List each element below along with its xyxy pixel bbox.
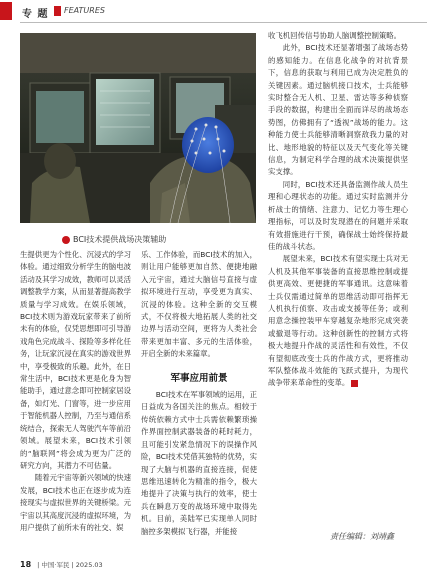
paragraph: 同时，BCI技术还具备监测作战人员生理和心理状态的功能。通过实时监测并分析战士的情绪、注意力、记忆力等生理心理指标，可以及时发现潜在的问题并采取有效措施进行干预，确保战士始终保持最佳的战斗状态。: [268, 179, 408, 251]
section-label: 专 题: [22, 9, 49, 20]
page-number: 18: [20, 559, 32, 569]
column-1: [20, 249, 131, 534]
paragraph: 此外，BCI技术还显著增强了战场态势的感知能力。在信息化战争的对抗背景下，信息的获取与利用已成为决定胜负的关键因素。通过脑机接口技术，士兵能够实时整合无人机、卫星、雷达等多种侦察手段的数据，构建出全面而详尽的战场态势图，仿佛拥有了“透视”战场的能力。这种能力使士兵能够清晰洞察敌我力量的对比、地形地貌的特征以及天气变化等关键信息，为制定科学合理的战术决策提供坚实支撑。: [268, 43, 408, 177]
paragraph: 随着元宇宙等新兴领域的快速发展，BCI技术也正在逐步成为连接现实与虚拟世界的关键桥梁。元宇宙以其高度沉浸的虚拟环境，为用户提供了前所未有的社交、娱: [20, 473, 131, 532]
article-photo: [20, 33, 256, 223]
section-heading: 军事应用前景: [170, 372, 228, 384]
section-marker: [0, 2, 12, 20]
article-end-icon: [351, 380, 358, 387]
column-2: [141, 249, 257, 538]
paragraph: BCI技术在军事领域的运用，正日益成为各国关注的焦点。相较于传统依赖方式中士兵需依赖繁琐操作界面控制武器装备的耗时耗力，且可能引发紧急情况下的误操作风险，BCI技术凭借其独特的优势，实现了大脑与机器的直接连接，促使思维迅速转化为精准的指令，极大地提升了决策与执行的效率，使士兵在瞬息万变的战场环境中取得先机。目前，美陆军已实现单人同时脑控多架模拟飞行器，并能接: [141, 390, 257, 536]
caption-marker-icon: [62, 236, 70, 244]
paragraph: 生提供更为个性化、沉浸式的学习体验。通过细致分析学生的脑电波活动及其学习成效，教师可以灵活调整教学方案，从而显著提高教学质量与学习成效。在娱乐领域，BCI技术则为游戏玩家带来了前所未有的体验，仅凭思想即可引导游戏角色完成战斗、探险等多样化任务，让玩家沉浸在真实的游戏世界中，享受极致的乐趣。此外，在日常生活中，BCI技术更是化身为智能助手，通过意念即可控制家居设备，如灯光、门窗等，进一步应用于智能机器人控制，乃至与通信系统结合，探索无人驾驶汽车等前沿领域。展望未来，BCI技术引领的“脑联网”将会成为更为广泛的研究方向，其潜力不可估量。: [20, 250, 131, 470]
page-footer: [20, 557, 427, 571]
editor-credit: 责任编辑：刘靖鑫: [330, 532, 394, 541]
section-label-en: FEATURES: [64, 6, 105, 15]
photo-illustration: [20, 33, 256, 223]
paragraph: 收飞机回传信号协助人脑调整控制策略。: [268, 31, 402, 40]
figure-caption: [62, 234, 166, 245]
paragraph-text: 展望未来，BCI技术有望实现士兵对无人机及其他军事装备的直接思维控制或提供更高效、更便捷的军事通讯。这意味着士兵仅需通过简单的思维活动即可指挥无人机执行侦察、攻击或支援等任务；或利用意念操控装甲车穿越复杂地形完成突袭或撤退等行动。这种创新性的控制方式将极大地提升作战的灵活性和有效性，不仅有望彻底改变士兵的作战方式，更将推动军队整体战斗效能的飞跃式提升，为现代战争带来革命性的变革。: [268, 254, 408, 388]
section-separator: [54, 6, 61, 16]
header-rule: [20, 22, 427, 23]
page-header: [0, 0, 427, 24]
column-3: [268, 30, 408, 390]
paragraph: [268, 253, 408, 389]
figure-caption-text: BCI技术提供战场决策辅助: [73, 235, 167, 244]
paragraph: 乐、工作体验，而BCI技术的加入，则让用户能够更加自然、便捷地融入元宇宙，通过大脑信号直接与虚拟环境进行互动，享受更为真实、沉浸的体验。这种全新的交互模式，不仅将极大地拓展人类的社交边界与活动空间，更将为人类社会带来更加丰富、多元的生活体验，开启全新的未来篇章。: [141, 250, 257, 359]
issue-info: | 中国·军民 | 2025.03: [37, 560, 103, 569]
